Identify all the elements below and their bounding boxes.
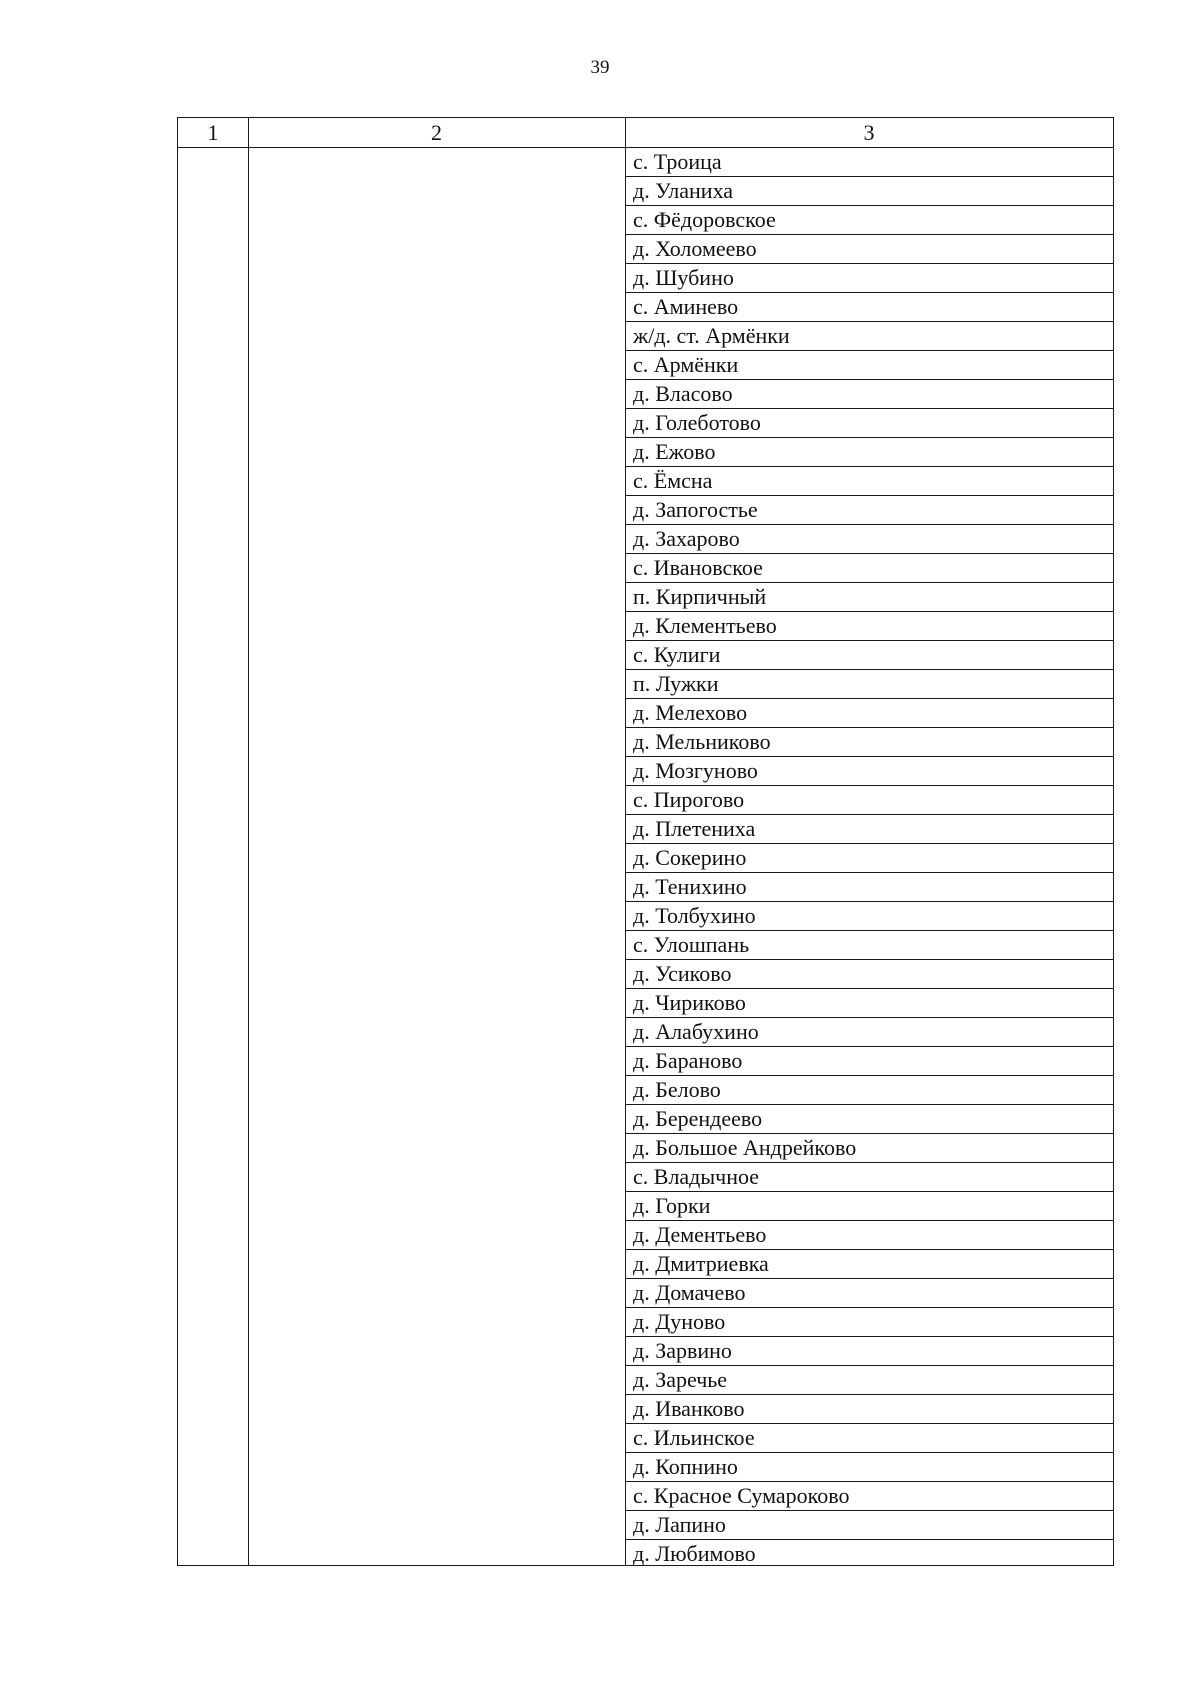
table-row: д. Белово — [625, 1076, 1113, 1105]
table-row: ж/д. ст. Армёнки — [625, 322, 1113, 351]
settlement-list — [625, 148, 1113, 1569]
table-row: д. Мозгуново — [625, 757, 1113, 786]
table-row: с. Троица — [625, 148, 1113, 177]
table-row: с. Владычное — [625, 1163, 1113, 1192]
table-row: с. Армёнки — [625, 351, 1113, 380]
table-row: д. Мелехово — [625, 699, 1113, 728]
table-row: д. Дементьево — [625, 1221, 1113, 1250]
table-row: д. Берендеево — [625, 1105, 1113, 1134]
table-row: д. Зарвино — [625, 1337, 1113, 1366]
table-row: д. Горки — [625, 1192, 1113, 1221]
table-row: с. Пирогово — [625, 786, 1113, 815]
table-row: д. Плетениха — [625, 815, 1113, 844]
settlements-table — [177, 117, 1114, 1566]
table-row: д. Ежово — [625, 438, 1113, 467]
table-row: с. Ёмсна — [625, 467, 1113, 496]
table-row: с. Аминево — [625, 293, 1113, 322]
table-row: д. Иванково — [625, 1395, 1113, 1424]
column-header-3: 3 — [863, 120, 875, 145]
table-header-row — [178, 118, 1113, 148]
table-row: д. Чириково — [625, 989, 1113, 1018]
table-row: д. Захарово — [625, 525, 1113, 554]
table-row: д. Шубино — [625, 264, 1113, 293]
column-divider — [248, 118, 249, 1565]
table-row: д. Любимово — [633, 1541, 756, 1566]
table-row: д. Копнино — [625, 1453, 1113, 1482]
table-row: д. Голеботово — [625, 409, 1113, 438]
column-header-1: 1 — [207, 120, 219, 145]
table-row: с. Красное Сумароково — [625, 1482, 1113, 1511]
table-row: д. Власово — [625, 380, 1113, 409]
table-row: д. Лапино — [625, 1511, 1113, 1540]
table-row: с. Ильинское — [625, 1424, 1113, 1453]
table-row: д. Мельниково — [625, 728, 1113, 757]
table-row: д. Дмитриевка — [625, 1250, 1113, 1279]
table-row: д. Тенихино — [625, 873, 1113, 902]
table-row: д. Бараново — [625, 1047, 1113, 1076]
table-row: с. Ивановское — [625, 554, 1113, 583]
column-header-2: 2 — [431, 120, 442, 145]
table-row: с. Улошпань — [625, 931, 1113, 960]
table-row: д. Домачево — [625, 1279, 1113, 1308]
table-row: д. Толбухино — [625, 902, 1113, 931]
table-row: д. Усиково — [625, 960, 1113, 989]
table-row: д. Сокерино — [625, 844, 1113, 873]
page-number: 39 — [590, 57, 610, 78]
table-row: д. Уланиха — [625, 177, 1113, 206]
table-row: д. Алабухино — [625, 1018, 1113, 1047]
table-row: д. Дуново — [625, 1308, 1113, 1337]
table-row: с. Кулиги — [625, 641, 1113, 670]
table-row: д. Большое Андрейково — [625, 1134, 1113, 1163]
table-row: д. Запогостье — [625, 496, 1113, 525]
table-row: п. Лужки — [625, 670, 1113, 699]
table-row: п. Кирпичный — [625, 583, 1113, 612]
table-row: д. Холомеево — [625, 235, 1113, 264]
table-row: д. Клементьево — [625, 612, 1113, 641]
table-row: с. Фёдоровское — [625, 206, 1113, 235]
table-row: д. Заречье — [625, 1366, 1113, 1395]
